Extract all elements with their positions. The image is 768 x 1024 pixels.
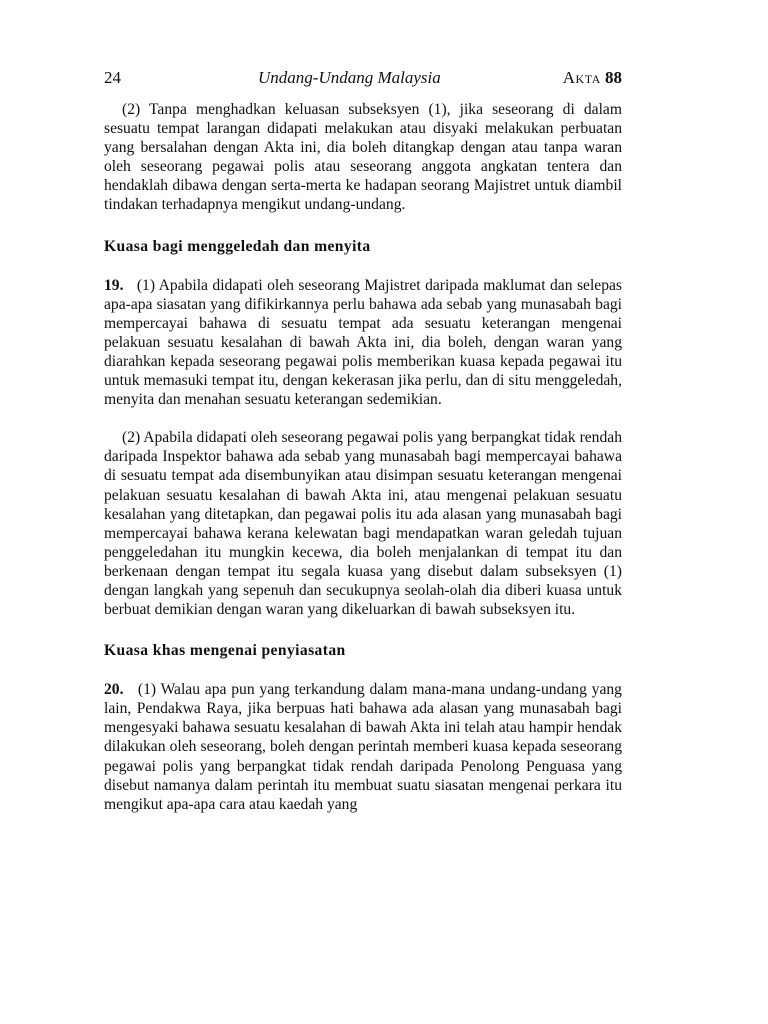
document-page	[104, 68, 622, 814]
paragraph-19-1-text: (1) Apabila didapati oleh seseorang Majistret daripada maklumat dan selepas apa-apa siasatan yang difikirkannya perlu bahawa ada sebab yang munasabah bagi mempercayai bahawa di sesuatu tempat ada sesuatu keterangan mengenai pelakuan sesuatu kesalahan di bawah Akta ini, dia boleh, dengan waran yang diarahkan kepada seseorang pegawai polis memberikan kuasa kepada pegawai itu untuk memasuki tempat itu, dengan kekerasan jika perlu, dan di situ menggeledah, menyita dan menahan sesuatu keterangan sedemikian.	[104, 276, 622, 409]
running-title: Undang-Undang Malaysia	[258, 68, 441, 87]
page-number: 24	[104, 68, 121, 87]
paragraph-20-1	[104, 680, 622, 814]
paragraph-20-1-text: (1) Walau apa pun yang terkandung dalam mana-mana undang-undang yang lain, Pendakwa Raya, jika berpuas hati bahawa ada alasan yang munasabah bagi mengesyaki bahawa sesuatu kesalahan di bawah Akta ini telah atau hampir hendak dilakukan oleh seseorang, boleh dengan perintah memberi kuasa kepada seseorang pegawai polis yang berpangkat tidak rendah daripada Penolong Penguasa yang disebut namanya dalam perintah itu membuat suatu siasatan mengenai perkara itu mengikut apa-apa cara atau kaedah yang	[104, 681, 622, 813]
section-20-heading: Kuasa khas mengenai penyiasatan	[104, 642, 346, 660]
act-label: Akta	[562, 68, 601, 87]
paragraph-19-2: (2) Apabila didapati oleh seseorang pegawai polis yang berpangkat tidak rendah daripada Inspektor bahawa ada sebab yang munasabah bagi mempercayai bahawa di sesuatu tempat ada disembunyikan atau disimpan sesuatu keterangan mengenai pelakuan sesuatu kesalahan di bawah Akta ini, atau mengenai pelakuan sesuatu kesalahan yang ditetapkan, dan pegawai polis itu ada alasan yang munasabah bagi mempercayai bahawa kerana kelewatan bagi mendapatkan waran geledah tujuan penggeledahan itu mungkin kecewa, dia boleh menjalankan di tempat itu dan berkenaan dengan tempat itu segala kuasa yang disebut dalam subseksyen (1) dengan langkah yang sepenuh dan secukupnya seolah-olah dia diberi kuasa untuk berbuat demikian dengan waran yang dikeluarkan di bawah subseksyen itu.	[104, 429, 622, 619]
section-20-number: 20.	[104, 681, 124, 699]
act-reference	[563, 68, 622, 88]
running-header	[104, 68, 622, 92]
paragraph-19-1	[104, 276, 622, 410]
section-19-number: 19.	[104, 276, 124, 294]
act-number: 88	[605, 68, 622, 87]
paragraph-18-2: (2) Tanpa menghadkan keluasan subseksyen (1), jika seseorang di dalam sesuatu tempat larangan didapati melakukan atau disyaki melakukan perbuatan yang bersalahan dengan Akta ini, dia boleh ditangkap dengan atau tanpa waran oleh seseorang pegawai polis atau seseorang anggota angkatan tentera dan hendaklah dibawa dengan serta-merta ke hadapan seorang Majistret untuk diambil tindakan terhadapnya mengikut undang-undang.	[104, 101, 622, 214]
section-19-heading: Kuasa bagi menggeledah dan menyita	[104, 237, 371, 255]
